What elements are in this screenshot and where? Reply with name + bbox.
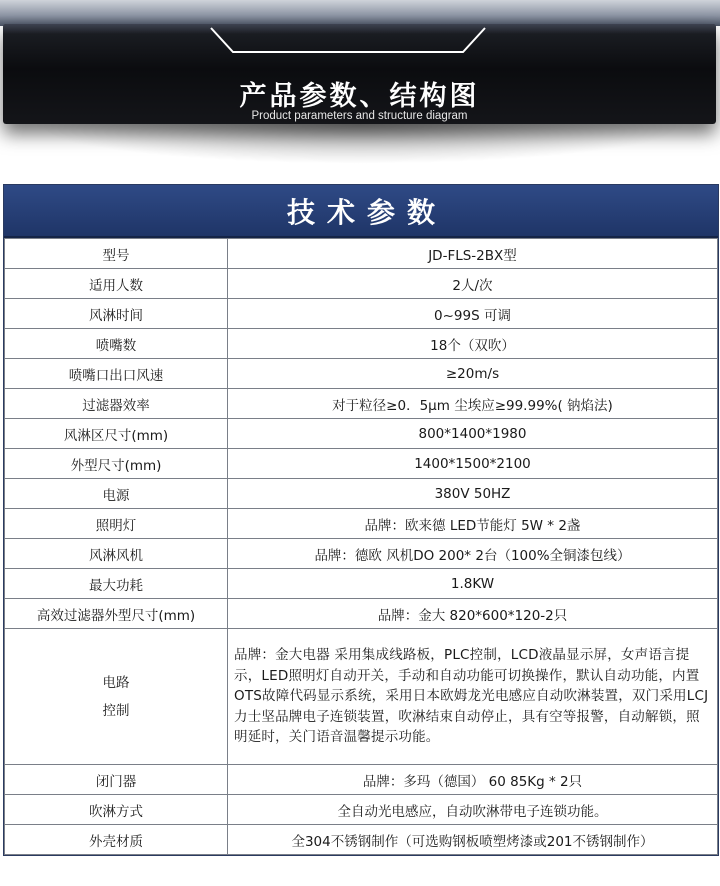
circuit-label-line2: 控制 xyxy=(102,702,130,719)
row-value: JD-FLS-2BX型 xyxy=(228,239,718,269)
row-label: 吹淋方式 xyxy=(5,795,228,825)
row-label: 最大功耗 xyxy=(5,569,228,599)
row-value: 800*1400*1980 xyxy=(228,419,718,449)
row-label: 外壳材质 xyxy=(5,825,228,855)
table-row xyxy=(5,269,718,299)
table-row xyxy=(5,329,718,359)
table-row xyxy=(5,599,718,629)
section-banner xyxy=(3,24,716,124)
banner-frame-decoration xyxy=(203,26,493,76)
row-label: 风淋风机 xyxy=(5,539,228,569)
banner-shadow xyxy=(30,124,690,164)
row-value: 0~99S 可调 xyxy=(228,299,718,329)
table-row xyxy=(5,539,718,569)
table-row xyxy=(5,359,718,389)
banner-title: 产品参数、结构图 xyxy=(239,81,480,112)
row-label: 过滤器效率 xyxy=(5,389,228,419)
top-gradient-strip xyxy=(0,0,720,26)
row-value: 品牌：欧来德 LED节能灯 5W * 2盏 xyxy=(228,509,718,539)
table-row xyxy=(5,825,718,855)
row-value: 1400*1500*2100 xyxy=(228,449,718,479)
row-label: 喷嘴口出口风速 xyxy=(5,359,228,389)
banner-subtitle: Product parameters and structure diagram xyxy=(251,110,468,122)
row-label: 电源 xyxy=(5,479,228,509)
row-label: 照明灯 xyxy=(5,509,228,539)
row-value: 对于粒径≥0．5μm 尘埃应≥99.99%( 钠焰法) xyxy=(228,389,718,419)
row-value: 全自动光电感应，自动吹淋带电子连锁功能。 xyxy=(228,795,718,825)
table-row xyxy=(5,479,718,509)
spec-table-header xyxy=(4,185,718,238)
circuit-description: 品牌：金大电器 采用集成线路板，PLC控制，LCD液晶显示屏，女声语言提示，LED照明灯自动开关，手动和自动功能可切换操作，默认自动功能，内置OTS故障代码显示系统，采用日本欧姆龙光电感应自动吹淋装置，双门采用LCJ力士坚品牌电子连锁装置，吹淋结束自动停止，具有空等报警，自动解锁，照明延时，关门语音温馨提示功能。 xyxy=(228,629,718,765)
row-label: 外型尺寸(mm) xyxy=(5,449,228,479)
spec-table-panel xyxy=(3,184,719,856)
table-row xyxy=(5,765,718,795)
table-row xyxy=(5,569,718,599)
row-value: 2人/次 xyxy=(228,269,718,299)
row-value: 全304不锈钢制作（可选购钢板喷塑烤漆或201不锈钢制作） xyxy=(228,825,718,855)
table-row xyxy=(5,795,718,825)
spec-table xyxy=(4,238,718,855)
row-value: ≥20m/s xyxy=(228,359,718,389)
circuit-label-line1: 电路 xyxy=(102,674,130,691)
row-label: 闭门器 xyxy=(5,765,228,795)
table-row xyxy=(5,239,718,269)
spec-table-heading: 技术参数 xyxy=(286,195,447,229)
row-value: 品牌：金大 820*600*120-2只 xyxy=(228,599,718,629)
row-value: 品牌：德欧 风机DO 200* 2台（100%全铜漆包线） xyxy=(228,539,718,569)
row-value: 品牌：多玛（德国） 60 85Kg * 2只 xyxy=(228,765,718,795)
row-label: 风淋时间 xyxy=(5,299,228,329)
row-label: 风淋区尺寸(mm) xyxy=(5,419,228,449)
table-row xyxy=(5,389,718,419)
row-label: 高效过滤器外型尺寸(mm) xyxy=(5,599,228,629)
row-label: 适用人数 xyxy=(5,269,228,299)
row-label: 喷嘴数 xyxy=(5,329,228,359)
row-value: 1.8KW xyxy=(228,569,718,599)
row-value: 18个（双吹） xyxy=(228,329,718,359)
row-label: 型号 xyxy=(5,239,228,269)
table-row xyxy=(5,419,718,449)
table-row-circuit xyxy=(5,629,718,765)
circuit-label xyxy=(5,629,228,765)
row-value: 380V 50HZ xyxy=(228,479,718,509)
table-row xyxy=(5,449,718,479)
table-row xyxy=(5,299,718,329)
table-row xyxy=(5,509,718,539)
